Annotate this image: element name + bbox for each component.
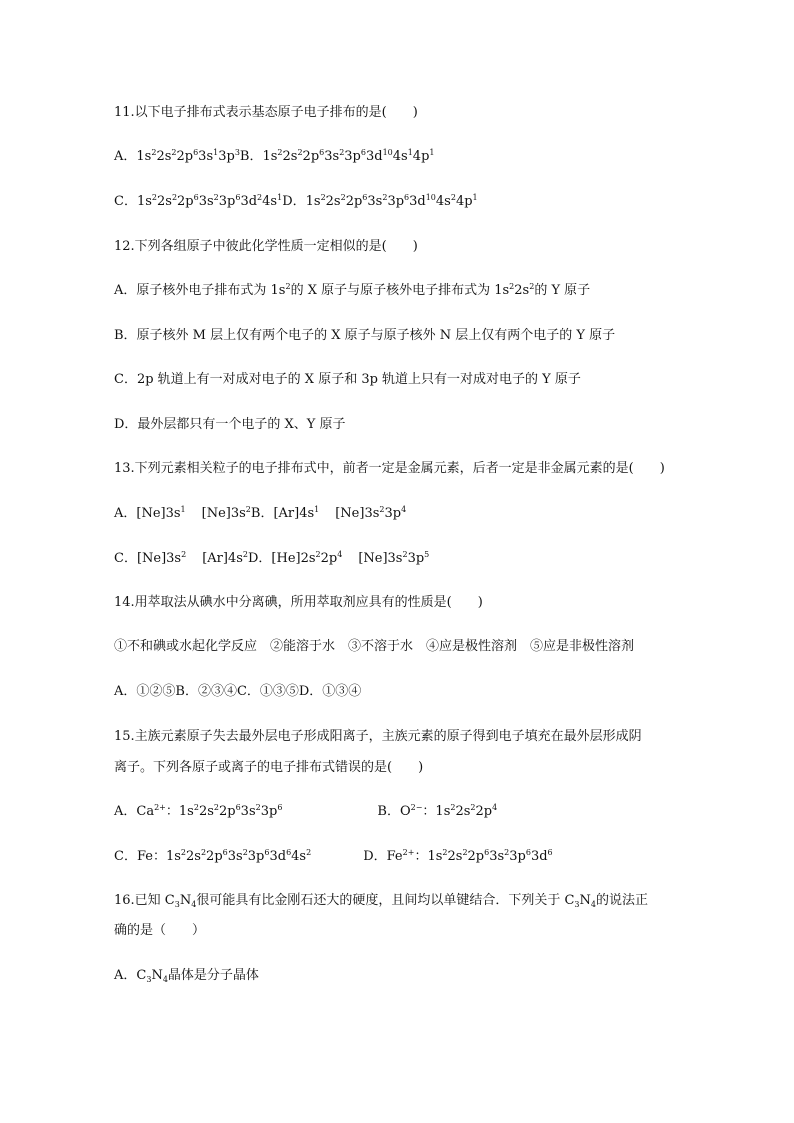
q13-options-cd: C．$[Ne]3s^2$ $[Ar]4s^2D$．$[He]2s^22p^4$ $[Ne]3s^23p^5$ [114,550,430,566]
q15-option-d: D．$Fe^{2+}$：$1s^22s^22p^63s^23p^63d^6$ [363,848,553,864]
q15-option-c: C．Fe：$1s^22s^22p^63s^23p^63d^64s^2$ [114,848,312,864]
q16-stem-line1: 16.已知 $C_3N_4$很可能具有比金刚石还大的硬度，且间均以单键结合．下列关于 $C_3N_4$的说法正 [114,893,648,909]
q12-option-b: B．原子核外 M 层上仅有两个电子的 X 原子与原子核外 N 层上仅有两个电子的 Y 原子 [114,328,616,343]
q13-stem: 13.下列元素相关粒子的电子排布式中，前者一定是金属元素，后者一定是非金属元素的是( ) [114,461,665,476]
q15-option-b: B．$O^{2-}$：$1s^22s^22p^4$ [377,803,498,819]
q12-option-a: A．原子核外电子排布式为 $1s^2$的 X 原子与原子核外电子排布式为 $1s^22s^2$的 Y 原子 [114,282,591,298]
q15-option-a: A．$Ca^{2+}$：$1s^22s^22p^63s^23p^6$ [114,803,283,819]
q12-option-c: C．2p 轨道上有一对成对电子的 X 原子和 3p 轨道上只有一对成对电子的 Y 原子 [114,372,581,387]
q11-options-ab: A．$1s^22s^22p^63s^13p^3B$．$1s^22s^22p^63s^23p^63d^{10}4s^14p^1$ [114,148,435,164]
q15-options-ab [114,803,497,821]
q14-stem: 14.用萃取法从碘水中分离碘，所用萃取剂应具有的性质是( ) [114,595,483,610]
q11-stem: 11.以下电子排布式表示基态原子电子排布的是( ) [114,105,418,120]
q12-stem: 12.下列各组原子中彼此化学性质一定相似的是( ) [114,239,418,254]
q15-stem-line2: 离子。下列各原子或离子的电子排布式错误的是( ) [114,760,424,775]
q15-stem-line1: 15.主族元素原子失去最外层电子形成阳离子，主族元素的原子得到电子填充在最外层形成阴 [114,729,642,744]
q14-options: A．①②⑤B．②③④C．①③⑤D．①③④ [114,684,362,699]
q16-stem-line2: 确的是（ ） [114,923,206,938]
q15-options-cd [114,848,553,866]
q13-options-ab: A．$[Ne]3s^1$ $[Ne]3s^2B$．$[Ar]4s^1$ $[Ne]3s^23p^4$ [114,505,407,521]
q11-options-cd: C．$1s^22s^22p^63s^23p^63d^24s^1D$．$1s^22s^22p^63s^23p^63d^{10}4s^24p^1$ [114,193,478,209]
q14-items: ①不和碘或水起化学反应 ②能溶于水 ③不溶于水 ④应是极性溶剂 ⑤应是非极性溶剂 [114,639,635,654]
q16-option-a: A．$C_3N_4$晶体是分子晶体 [114,968,259,984]
q12-option-d: D．最外层都只有一个电子的 X、Y 原子 [114,417,346,432]
